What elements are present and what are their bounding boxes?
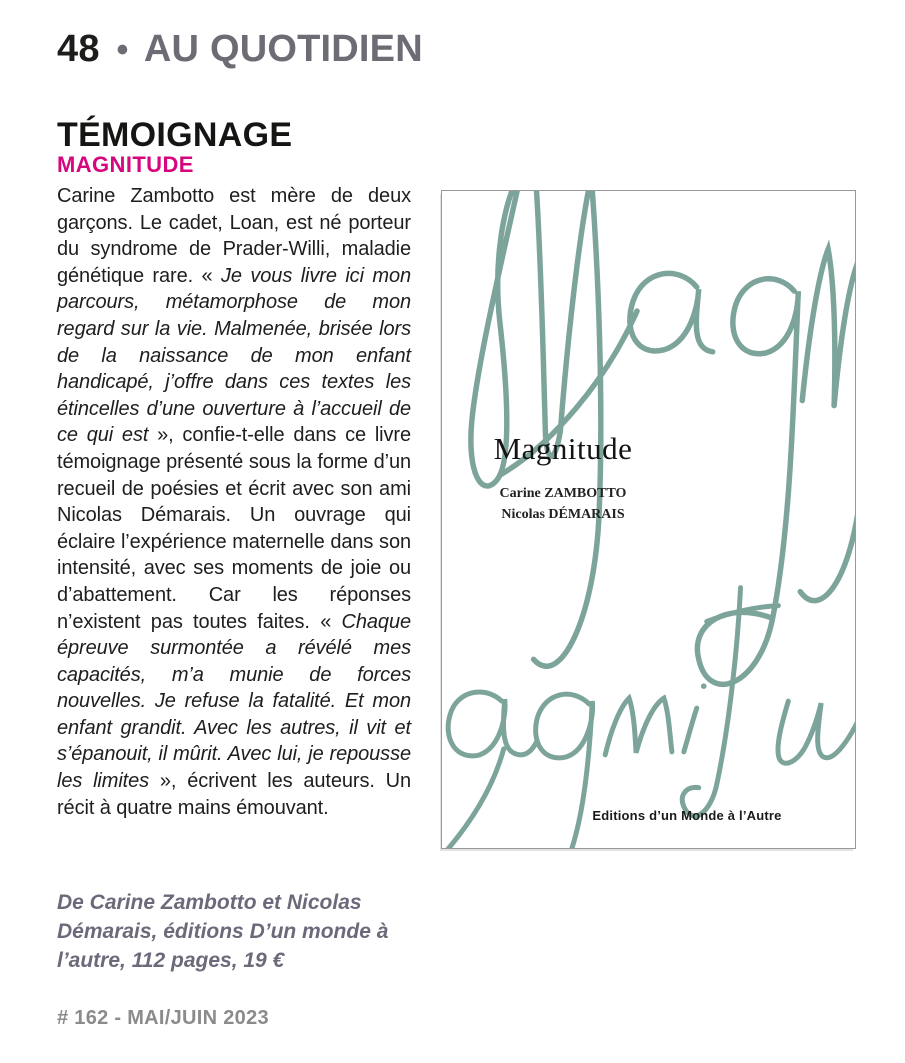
body-segment: », écrivent les auteurs. Un récit à quatre mains émouvant. <box>57 770 411 819</box>
issue-footer: # 162 - MAI/JUIN 2023 <box>57 1007 269 1029</box>
article-body <box>57 183 411 821</box>
body-segment-quote: Chaque épreuve surmontée a révélé mes capacités, m’a munie de forces nouvelles. Je refuse la fatalité. Et mon enfant grandit. Avec les autres, il vit et s’épanouit, il mûrit. Avec lui, je repousse les limites <box>57 610 411 793</box>
article-kicker: TÉMOIGNAGE <box>57 116 293 154</box>
body-segment-quote: Je vous livre ici mon parcours, métamorphose de mon regard sur la vie. Malmenée, brisée lors de la naissance de mon enfant handicapé, j’offre dans ces textes les étincelles d’une ouverture à l’accueil de ce qui est <box>57 264 411 447</box>
cover-book-title: Magnitude <box>493 431 633 466</box>
cover-author: Nicolas DÉMARAIS <box>501 507 625 522</box>
article-title: MAGNITUDE <box>57 152 194 177</box>
cover-publisher: Editions d’un Monde à l’Autre <box>592 808 782 823</box>
book-cover-image <box>441 190 856 849</box>
body-segment: Carine Zambotto est mère de deux garçons. Le cadet, Loan, est né porteur du syndrome de Prader-Willi, maladie génétique rare. « <box>57 185 411 287</box>
cover-author: Carine ZAMBOTTO <box>499 486 627 501</box>
section-title: AU QUOTIDIEN <box>143 28 423 70</box>
cover-title-block <box>442 431 684 525</box>
page-header <box>57 28 423 71</box>
book-credit: De Carine Zambotto et Nicolas Démarais, éditions D’un monde à l’autre, 112 pages, 19 € <box>57 891 389 972</box>
cover-authors <box>442 483 684 525</box>
body-segment: », confie-t-elle dans ce livre témoignage présenté sous la forme d’un recueil de poésies et écrit avec son ami Nicolas Démarais. Un ouvrage qui éclaire l’expérience maternelle dans son intensité, avec ses moments de joie ou d’abattement. Car les réponses n’existent pas toutes faites. « <box>57 424 412 633</box>
page-number: 48 <box>57 28 100 70</box>
bullet-separator-icon: • <box>116 31 129 69</box>
